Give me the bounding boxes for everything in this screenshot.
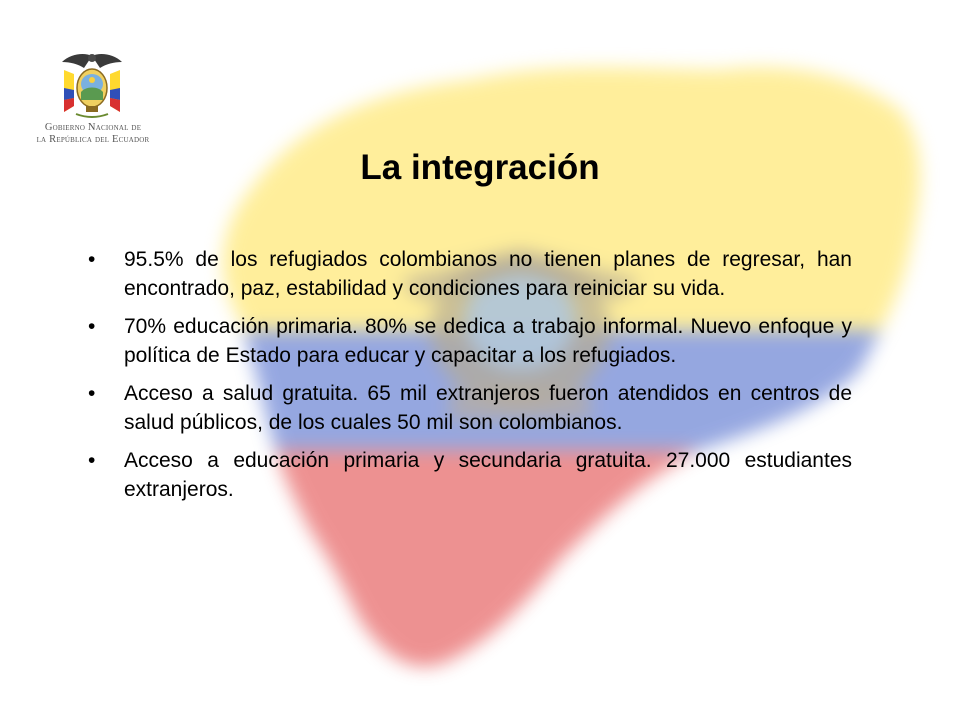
- bullet-marker: •: [88, 315, 96, 338]
- bullet-text: Acceso a salud gratuita. 65 mil extranjeros fueron atendidos en centros de salud públicos, de los cuales 50 mil son colombianos.: [124, 382, 852, 434]
- government-name: [8, 122, 178, 146]
- bullet-list: [88, 246, 852, 514]
- bullet-marker: •: [88, 449, 96, 472]
- logo-line-1: Gobierno Nacional de: [44, 122, 142, 133]
- slide-title: La integración: [360, 148, 600, 187]
- bullet-item: [88, 313, 852, 370]
- government-logo: [8, 50, 178, 150]
- bullet-marker: •: [88, 248, 96, 271]
- bullet-text: 70% educación primaria. 80% se dedica a trabajo informal. Nuevo enfoque y política de Estado para educar y capacitar a los refugiados.: [124, 315, 852, 367]
- ecuador-coat-of-arms-icon: [56, 50, 128, 120]
- bullet-item: [88, 380, 852, 437]
- bullet-text: Acceso a educación primaria y secundaria gratuita. 27.000 estudiantes extranjeros.: [124, 449, 852, 501]
- bullet-marker: •: [88, 382, 96, 405]
- bullet-item: [88, 246, 852, 303]
- bullet-item: [88, 447, 852, 504]
- bullet-text: 95.5% de los refugiados colombianos no tienen planes de regresar, han encontrado, paz, estabilidad y condiciones para reiniciar su vida.: [124, 248, 852, 300]
- logo-line-2: la República del Ecuador: [36, 134, 150, 145]
